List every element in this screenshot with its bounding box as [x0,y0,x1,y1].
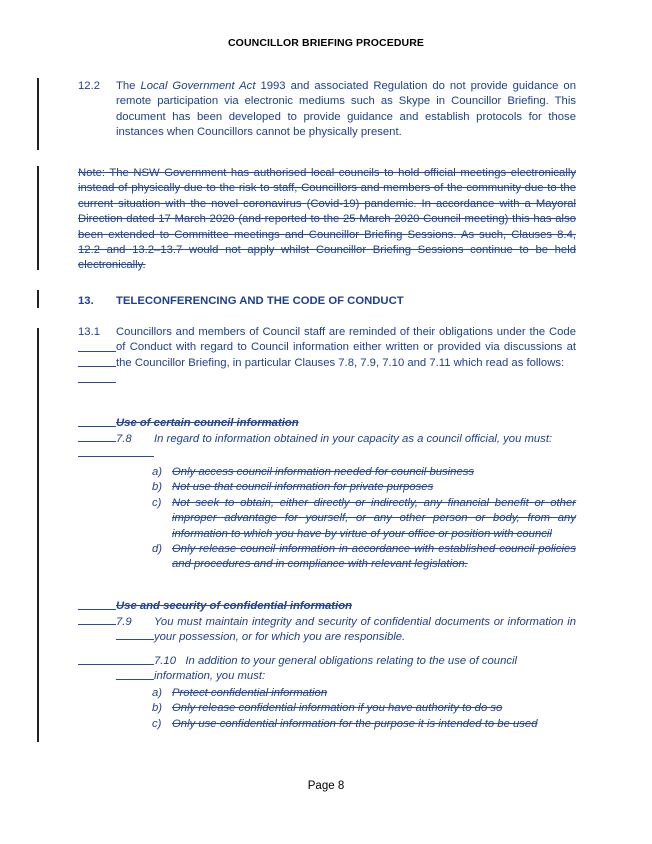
clause-number: 7.9 [116,616,132,628]
clause-text: In regard to information obtained in your capacity as a council official, you must: [154,433,553,445]
tab-leader [78,382,116,383]
list-item: b) Not use that council information for private purposes [152,481,434,494]
change-bar [37,328,39,742]
clause-number: 12.2 [78,80,100,92]
list-item: a) Only access council information needed for council business [152,466,475,478]
clause-text: The Local Government Act 1993 and associated Regulation do not provide guidance on remote participation via electronic mediums such as Skype in Councillor Briefing. This document has been developed to provide guidance and establish protocols for those instances when Councillors cannot be physically present. [116,80,576,139]
tab-leader [78,609,116,610]
tab-leader [78,351,116,352]
act-name: Local Government Act [140,80,256,92]
section-title: TELECONFERENCING AND THE CODE OF CONDUCT [116,295,404,307]
clause-text: 7.10 In addition to your general obligations relating to the use of council information, you must: [154,655,518,683]
section-number: 13. [78,295,94,307]
tab-leader [116,639,154,640]
tab-leader [78,456,154,457]
list-item: b) Only release confidential information if you have authority to do so [152,702,503,715]
clause-text: Councillors and members of Council staff are reminded of their obligations under the Code of Conduct with regard to Council information either written or provided via discussions at the Councillor Briefing, in particular Clauses 7.8, 7.9, 7.10 and 7.11 which read as follows: [116,326,576,369]
subheading-use-of-information: Use of certain council information [116,417,299,429]
note-paragraph: Note: The NSW Government has authorised local councils to hold official meetings electronically instead of physically due to the risk to staff, Councillors and members of the community due to the current situation with the novel coronavirus (Covid-19) pandemic. In accordance with a Mayoral Direction dated 17 March 2020 (and reported to the 25 March 2020 Council meeting) this has also been extended to Committee meetings and Councillor Briefing Sessions. As such, Clauses 8.4, 12.2 and 13.2–13.7 would not apply whilst Councillor Briefing Sessions continue to be held electronically. [78,167,576,272]
list-item: d) Only release council information in accordance with established council policies and procedures and in compliance with relevant legislation. [152,543,576,571]
list-item: a) Protect confidential information [152,687,328,699]
tab-leader [78,426,116,427]
clause-number: 7.8 [116,433,132,445]
subheading-confidential-information: Use and security of confidential information [116,600,353,612]
tab-leader [78,664,154,665]
clause-7-10-list [152,686,576,732]
change-bar [37,166,39,270]
tab-leader [78,624,116,625]
tab-leader [78,366,116,367]
clause-text: You must maintain integrity and security of confidential documents or information in your possession, or for which you are responsible. [154,616,576,644]
change-bar [37,78,39,150]
clause-number: 7.10 [154,655,176,667]
change-bar [37,290,39,308]
tab-leader [116,679,154,680]
clause-number: 13.1 [78,326,100,338]
list-item: c) Not seek to obtain, either directly or indirectly, any financial benefit or other improper advantage for yourself, or any other person or body, from any information to which you have by virtue of your office or position with council [152,496,576,540]
tab-leader [78,441,116,442]
page-number: Page 8 [307,780,345,792]
document-header: COUNCILLOR BRIEFING PROCEDURE [228,37,424,49]
clause-7-8-list [152,465,576,573]
list-item: c) Only use confidential information for the purpose it is intended to be used [152,717,538,730]
